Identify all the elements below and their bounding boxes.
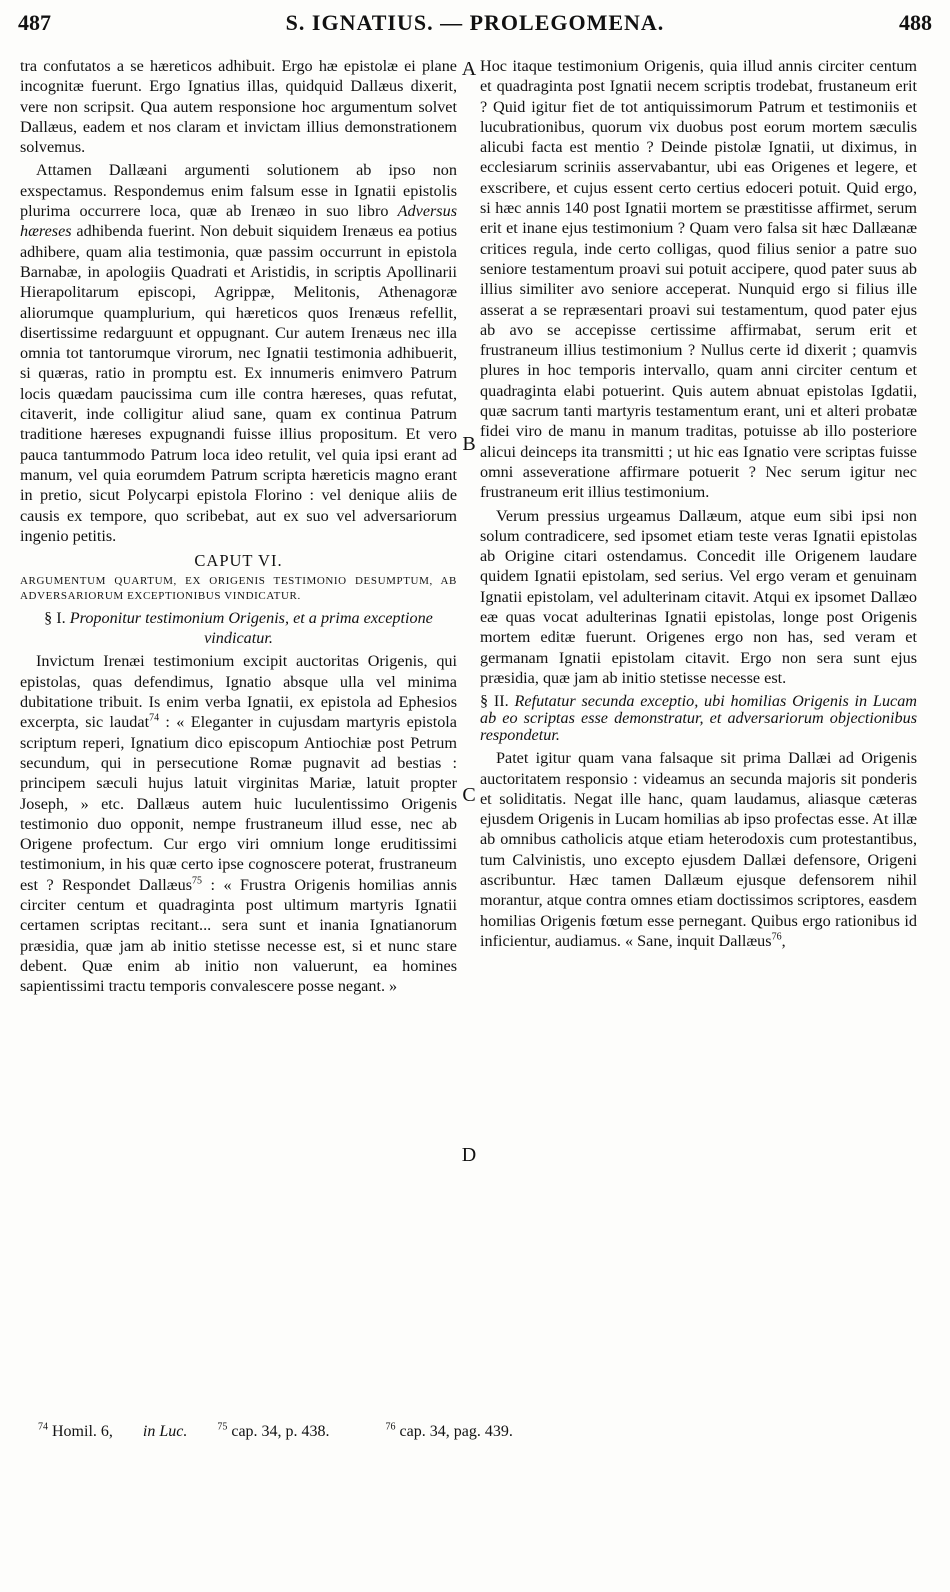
page-number-right: 488 (899, 10, 932, 35)
right-paragraph-2: Verum pressius urgeamus Dallæum, atque eum sibi ipsi non solum contradicere, sed ipsomet etiam teste veras Ignatii epistolas ab Origine citari ostendamus. Concedit ille Origenem laudare quidem Ignatii epistolam, sed serius. Vel ergo veram et genuinam Ignatii epistolam, vel adulterinam citavit. Atqui ex ipsomet Dallæo eæ quas vocat adulterinas Ignatii epistolas, longe post Origenis mortem editæ fuerunt. Origenes ergo non has, sed veram et germanam Ignatii epistolam citavit. Ergo non sera sunt ejus præsidia, quæ jam ab initio stetisse necesse est. (480, 506, 917, 687)
margin-marker-b: B (462, 433, 476, 455)
footnote-ref-75: 75 (192, 875, 202, 887)
right-column (480, 56, 917, 954)
footnote-74: $^{74}$ Homil. 6, in Luc. (38, 1421, 188, 1440)
footnote-ref-76: 76 (771, 931, 782, 943)
footnote-75: $^{75}$ cap. 34, p. 438. (217, 1421, 330, 1440)
running-title: S. IGNATIUS. — PROLEGOMENA. (285, 10, 665, 35)
margin-marker-d: D (461, 1144, 477, 1166)
margin-marker-a: A (461, 58, 477, 80)
left-paragraph-3: Invictum Irenæi testimonium excipit auctoritas Origenis, qui epistolas, quas defendimus, Ignatio absque ulla vel minima dubitatione tribuit. Is enim verba Ignatii, ex epistola ad Ephesios excerpta, sic laudat$^{74}$ : « Eleganter in cujusdam martyris epistola scriptum reperi, Ignatium dico episcopum Antiochiæ post Petrum secundum, qui in persecutione Romæ pugnavit ad bestias : principem sæculi hujus latuit virginitas Mariæ, latuit propter Joseph, » etc. Dallæus autem huic luculentissimo Origenis testimonio duo opponit, nempe frustraneum illud esse, nec ab Origene profectum. Cur ergo viri omnium longe eruditissimi testimonium, in his quæ certo ipse cognoscere poterat, frustraneum est ? Respondet Dallæus$^{75}$ : « Frustra Origenis homilias annis circiter centum et quadraginta post ultimum martyris Ignatii certamen scriptas recitant... sera sunt et inania Ignatianorum præsidia, quæ jam ab initio stetisse necesse est, si et nunc stare debent. Quæ enim ab initio non valuerunt, ea homines sapientissimi tractu temporis convalescere posse negant. » (20, 652, 457, 996)
left-column (20, 56, 457, 999)
right-paragraph-3: Patet igitur quam vana falsaque sit prima Dallæi ad Origenis auctoritatem responsio : videamus an secunda majoris sit ponderis et soliditatis. Negat ille hanc, quam laudamus, aliasque cæteras ejusdem Origenis in Lucam homilias ab ipso profectas esse. At illæ ab omnibus catholicis atque etiam heterodoxis cum protestantibus, tum Calvinistis, uno excepto ejusdem Dallæi defensore, Origeni ascribuntur. Hæc tamen Dallæum ejusque defensorem nihil morantur, atque contra omnes etiam doctissimos scriptores, easdem homilias Origenis fœtum esse pernegant. Quibus ergo rationibus id inficientur, audiamus. « Sane, inquit Dallæus$^{76}$, (480, 749, 917, 950)
margin-marker-c: C (462, 784, 476, 806)
page-number-left: 487 (18, 10, 51, 35)
footnote-76: $^{76}$ cap. 34, pag. 439. (385, 1421, 513, 1440)
chapter-argument: ARGUMENTUM QUARTUM, EX ORIGENIS TESTIMONIO DESUMPTUM, AB ADVERSARIORUM EXCEPTIONIBUS VINDICATUR. (20, 575, 457, 602)
left-paragraph-1: tra confutatos a se hæreticos adhibuit. Ergo hæ epistolæ ei plane incognitæ fuerunt. Ergo Ignatius illas, quidquid Dallæus dixerit, vere non scripsit. Qua autem responsione hoc argumentum solvet Dallæus, eadem et nos claram et invictam illius demonstrationem solvemus. (20, 57, 457, 157)
footnotes (38, 1423, 565, 1441)
right-paragraph-1: Hoc itaque testimonium Origenis, quia illud annis circiter centum et quadraginta post Ignatii necem scriptis trodebat, frustaneum erit ? Quid igitur fiet de tot antiquissimorum Patrum et testimoniis et lucubrationibus, quorum vix duobus post eorum mortem sæculis alicubi facta est mentio ? Deinde pistolæ Ignatii, ut diximus, in ecclesiarum scriniis asservabantur, ubi eas Origenes et legere, et exscribere, et cujus essent certo certius edoceri potuit. Quid ergo, si hæc annis 140 post Ignatii mortem se præstitisse affirmet, serum erit et inane ejus testimonium ? Quam vero falsa sit hæc Dallæanæ critices regula, inde certo colligas, quod filius senior a patre suo seniore testamentum proavi sui potuit accipere, quod pater suus ab illius similiter avo seniore acceperat. Nunquid ergo si filius ille asserat a se repræsentari proavi sui testamentum, quod pater ejus ab avo se accepisse certissime affirmabat, serum erit et frustraneum illius testimonium ? Nullus certe id dixerit ; quamvis plures in hoc temporis intervallo, quam anni circiter centum et quadraginta elabi potuerint. Quis autem abnuat epistolas Igdatii, quæ sacrum tanti martyris testamentum erant, uni et alteri probatæ fidei viro de manu in manum traditas, potuisse ab illo posteriore alicui deinceps ita transmitti ; ut hic eas Ignatio vere scriptas fuisse omni asseveratione affirmare potuerit ? Nec serum igitur nec frustraneum erit illius testimonium. (480, 57, 917, 502)
section-2-heading: § II. Refutatur secunda exceptio, ubi homilias Origenis in Lucam ab eo scriptas esse demonstratur, et adversariorum objectionibus respondetur. (480, 692, 918, 745)
running-header (18, 10, 932, 44)
footnote-ref-74: 74 (149, 712, 160, 724)
left-paragraph-2: Attamen Dallæani argumenti solutionem ab ipso non exspectamus. Respondemus enim falsum esse in Ignatii epistolis plurima occurrere loca, quæ ab Irenæo in suo libro Adversus hæreses adhibenda fuerint. Non debuit siquidem Irenæus ea potius adhibere, quam alia testimonia, quæ passim occurrunt in epistola Barnabæ, in apologiis Quadrati et Aristidis, in scriptis Apollinarii Hierapolitarum episcopi, Agrippæ, Melitonis, Athenagoræ aliorumque quamplurium, qui hæreticos quos Irenæus refellit, disertissime redarguunt et oppugnant. Cur autem Irenæus nec illa omnia tot tantorumque virorum, nec Ignatii testimonia adhibuerit, si quæras, ratio in promptu est. Ex innumeris enimvero Patrum locis quædam paucissima cum ille contra hæreses, quas refutat, citaverit, inde colligitur aliud sane, quam ex continua Patrum traditione hæreses expugnandi fuisse illius propositum. Et vero pauca tantummodo Patrum loca ideo retulit, vel quia ipsi erant ad manum, vel quia eorumdem Patrum scripta hæreticis magno erant in pretio, sicut Polycarpi epistola Florino : vel denique aliis de causis ex tempore, quo scribebat, aut ex suo vel adversariorum ingenio petitis. (20, 161, 457, 545)
chapter-heading: CAPUT VI. (194, 551, 283, 571)
work-title: Adversus hæreses (20, 202, 457, 241)
section-1-heading: § I. Proponitur testimonium Origenis, et a prima exceptione vindicatur. (44, 608, 433, 648)
